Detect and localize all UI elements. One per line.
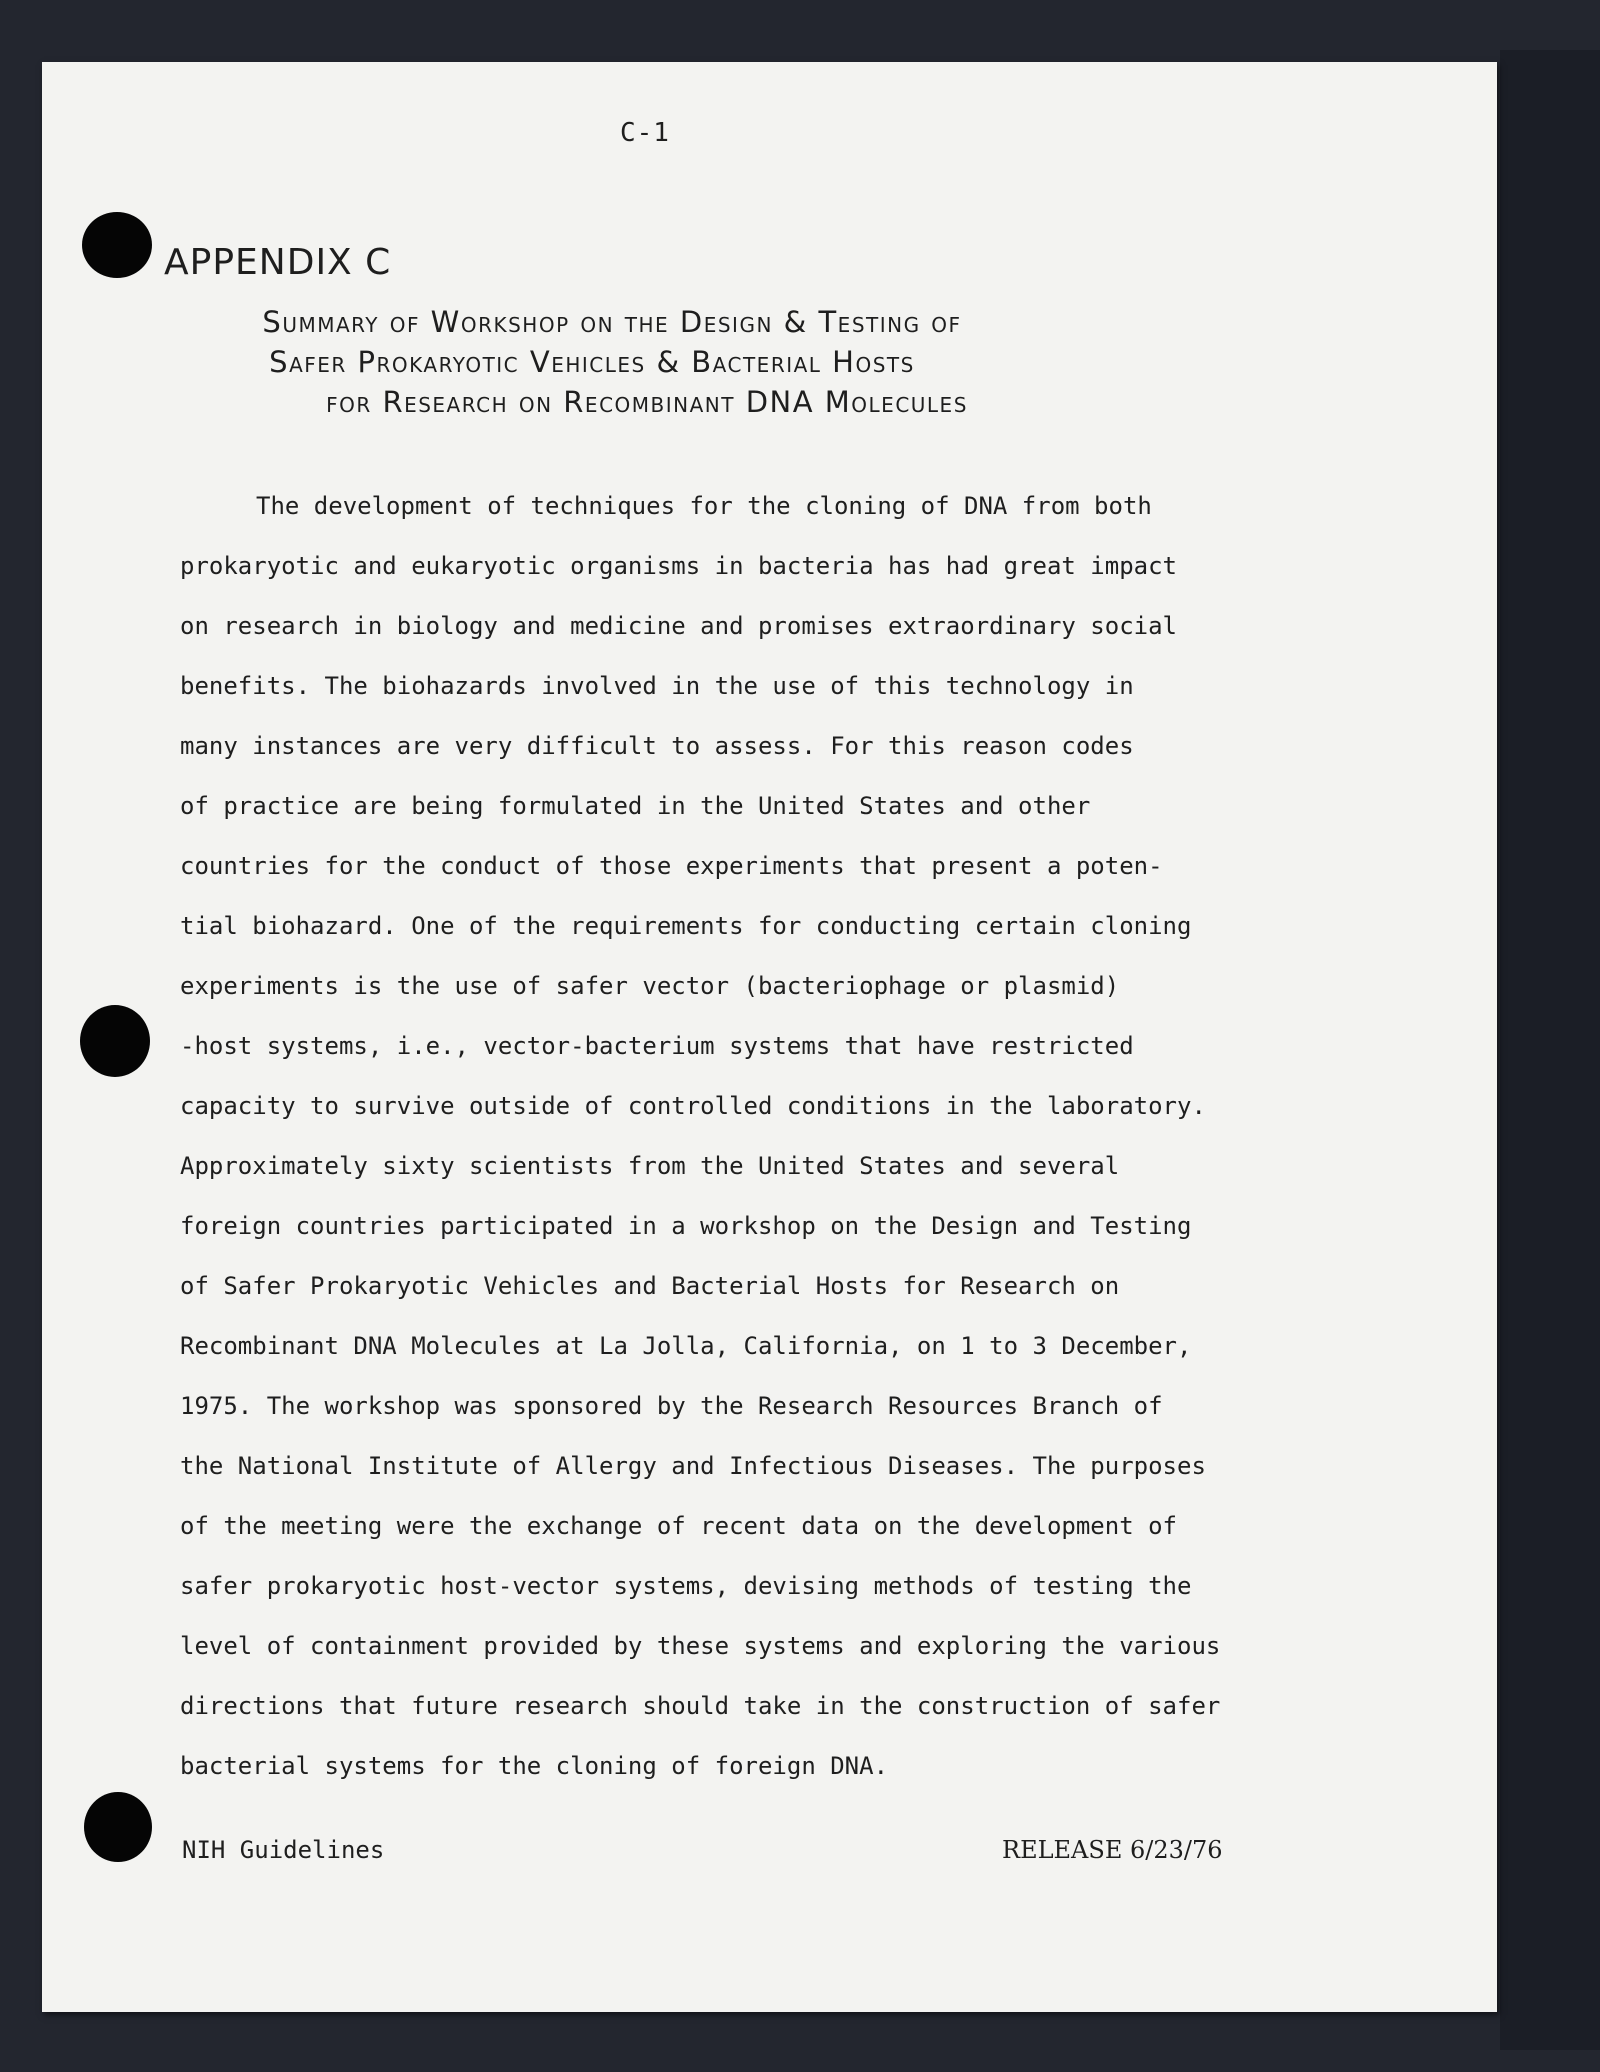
body-line: 1975. The workshop was sponsored by the Research Resources Branch of — [180, 1392, 1163, 1420]
body-line: benefits. The biohazards involved in the use of this technology in — [180, 672, 1134, 700]
body-line: bacterial systems for the cloning of foreign DNA. — [180, 1752, 889, 1780]
body-line: safer prokaryotic host-vector systems, devising methods of testing the — [180, 1572, 1192, 1600]
footer-guidelines-label: NIH Guidelines — [182, 1836, 385, 1864]
body-line: on research in biology and medicine and promises extraordinary social — [180, 612, 1177, 640]
body-line: level of containment provided by these systems and exploring the various — [180, 1632, 1221, 1660]
title-line: Summary of Workshop on the Design & Testing of — [262, 305, 962, 339]
body-line: the National Institute of Allergy and Infectious Diseases. The purposes — [180, 1452, 1206, 1480]
body-line: many instances are very difficult to assess. For this reason codes — [180, 732, 1134, 760]
body-line: capacity to survive outside of controlled conditions in the laboratory. — [180, 1092, 1206, 1120]
scan-backdrop-edge — [1500, 50, 1600, 2050]
body-line: The development of techniques for the cloning of DNA from both — [256, 492, 1152, 520]
title-line: for Research on Recombinant DNA Molecules — [326, 385, 968, 419]
binder-hole-middle — [80, 1005, 150, 1077]
footer-release-date: RELEASE 6/23/76 — [1002, 1836, 1223, 1864]
body-line: experiments is the use of safer vector (bacteriophage or plasmid) — [180, 972, 1120, 1000]
binder-hole-top — [82, 212, 152, 278]
body-line: Recombinant DNA Molecules at La Jolla, California, on 1 to 3 December, — [180, 1332, 1192, 1360]
body-line: -host systems, i.e., vector-bacterium systems that have restricted — [180, 1032, 1134, 1060]
body-line: of practice are being formulated in the United States and other — [180, 792, 1091, 820]
title-line: Safer Prokaryotic Vehicles & Bacterial Hosts — [269, 345, 915, 379]
document-page — [42, 62, 1497, 2012]
body-line: of the meeting were the exchange of recent data on the development of — [180, 1512, 1177, 1540]
body-line: tial biohazard. One of the requirements for conducting certain cloning — [180, 912, 1192, 940]
body-line: foreign countries participated in a workshop on the Design and Testing — [180, 1212, 1192, 1240]
document-title — [202, 302, 982, 422]
body-line: countries for the conduct of those experiments that present a poten- — [180, 852, 1163, 880]
body-line: Approximately sixty scientists from the United States and several — [180, 1152, 1120, 1180]
body-line: directions that future research should take in the construction of safer — [180, 1692, 1221, 1720]
binder-hole-bottom — [84, 1792, 152, 1862]
body-paragraph — [180, 476, 1320, 1796]
body-line: prokaryotic and eukaryotic organisms in bacteria has had great impact — [180, 552, 1177, 580]
body-line: of Safer Prokaryotic Vehicles and Bacterial Hosts for Research on — [180, 1272, 1120, 1300]
page-number: C-1 — [620, 118, 670, 148]
appendix-heading: APPENDIX C — [164, 242, 392, 283]
